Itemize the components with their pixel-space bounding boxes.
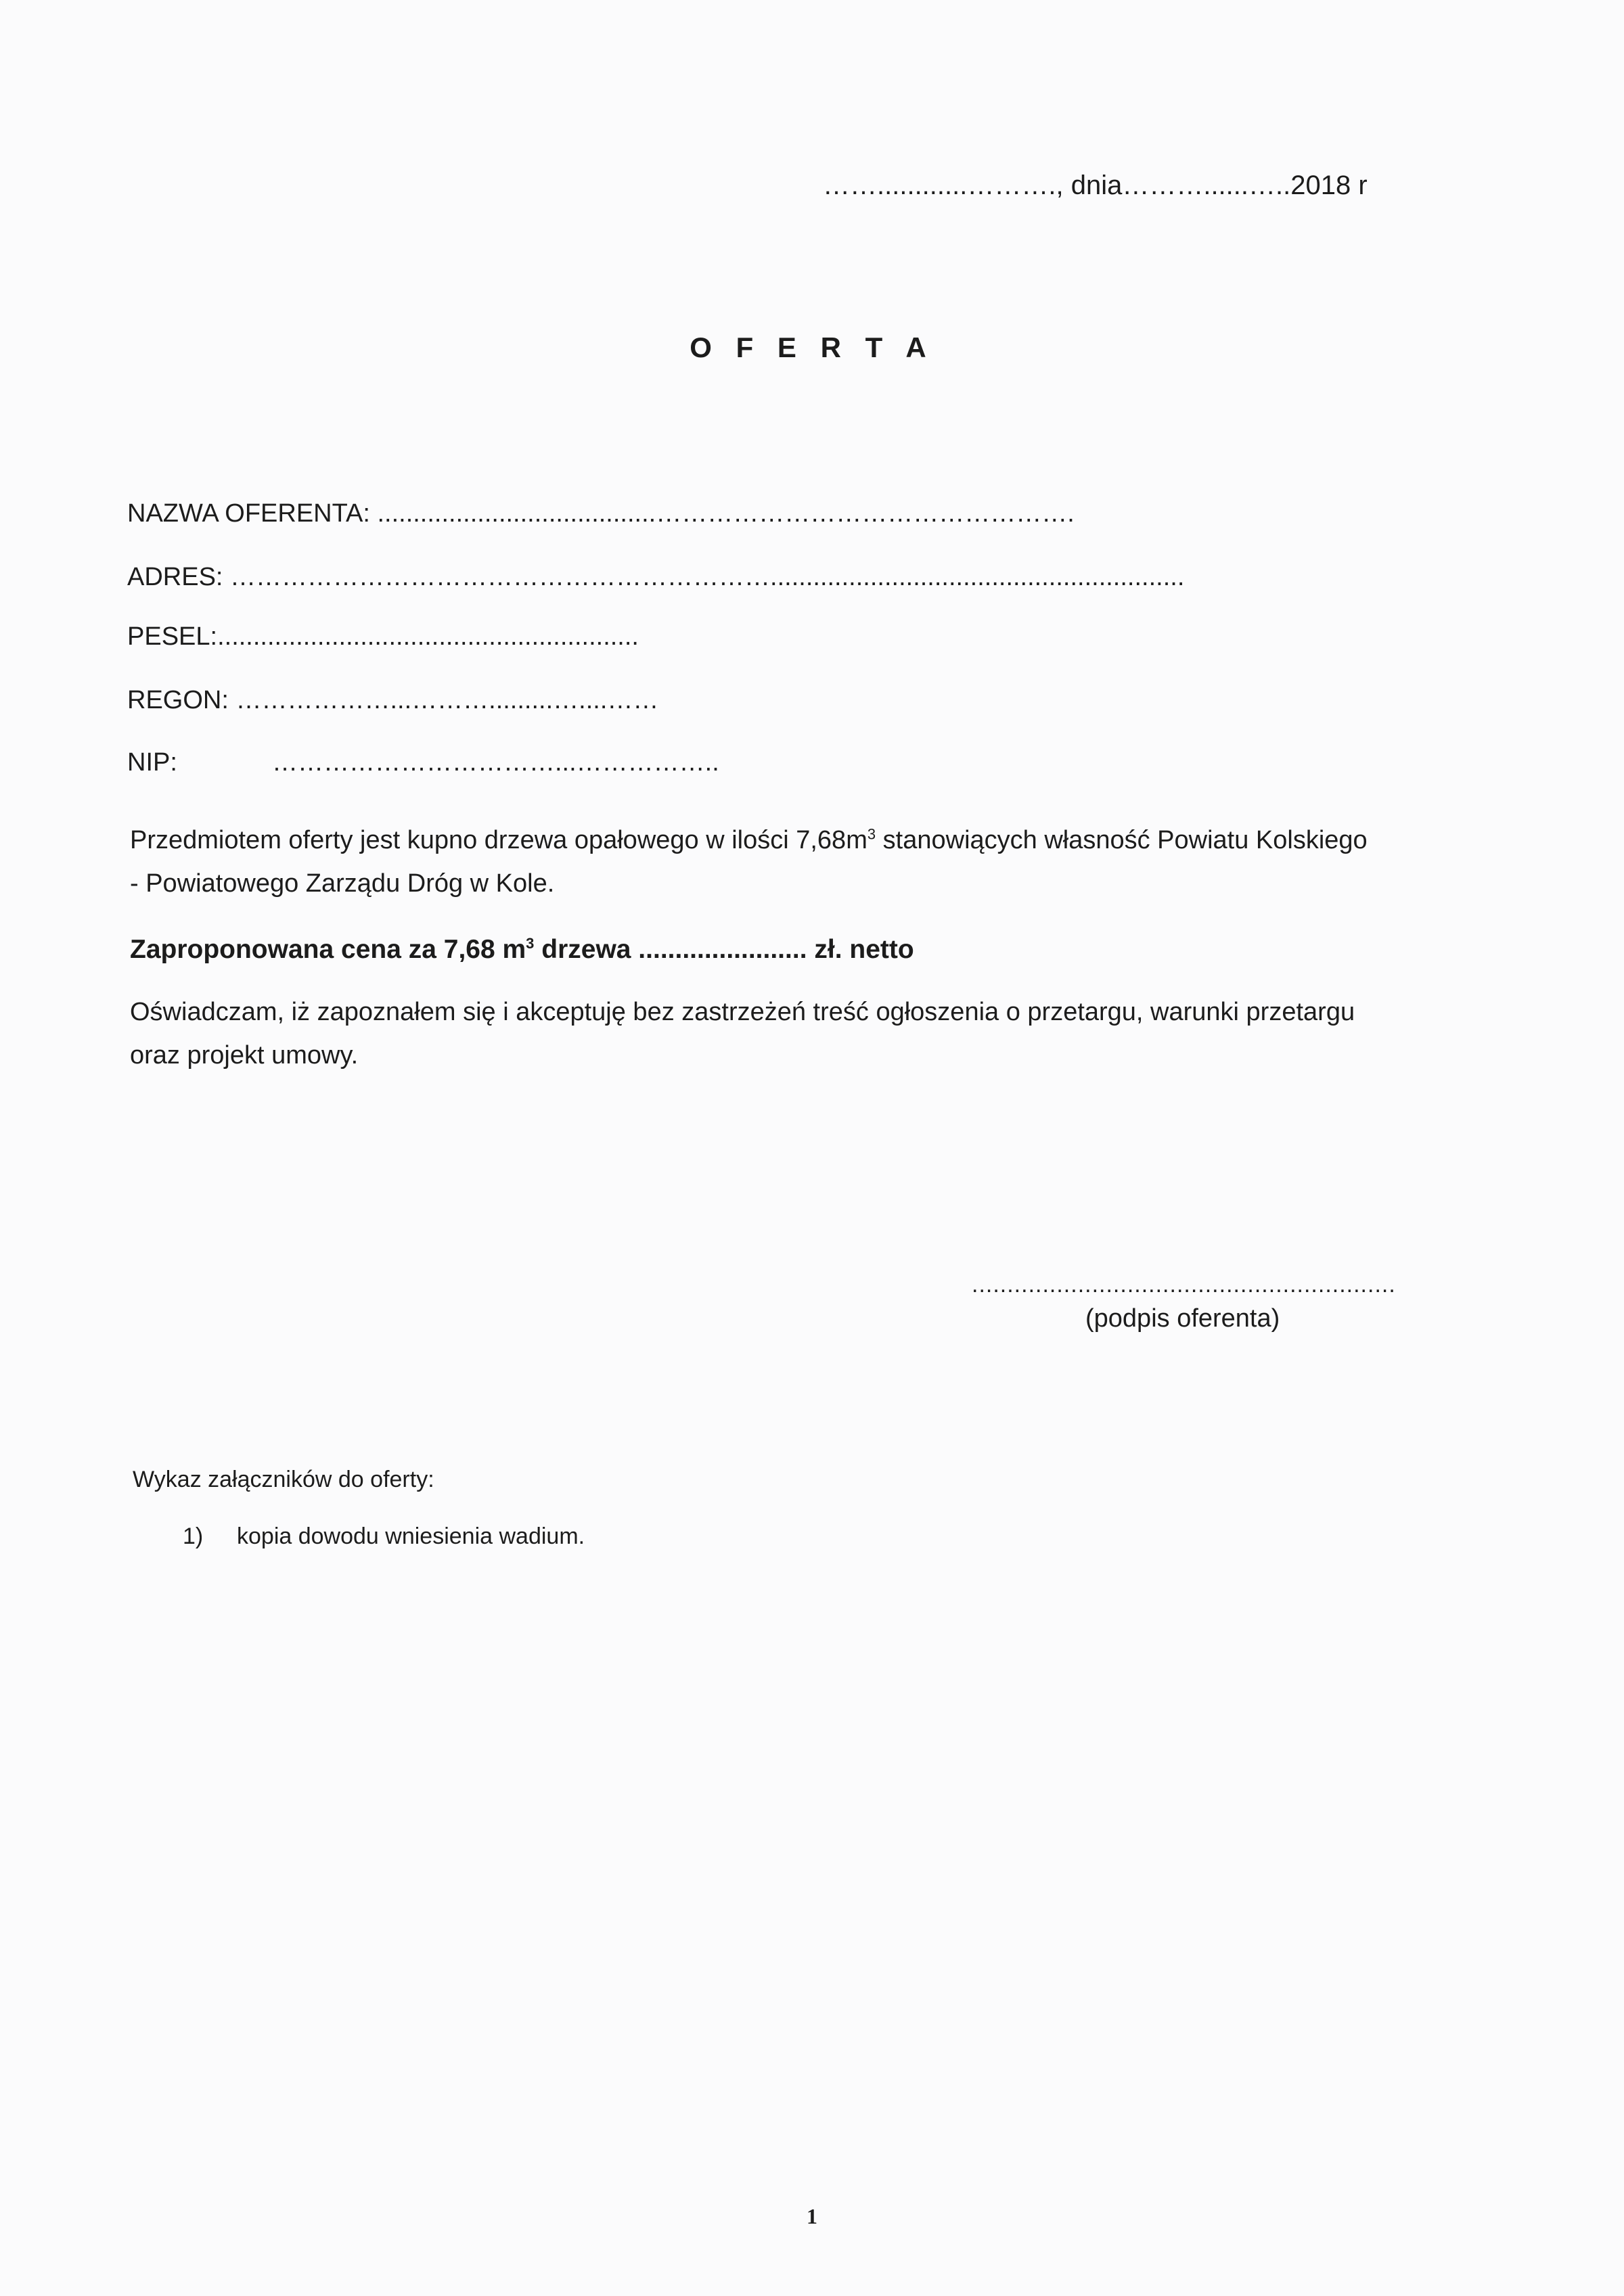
- declaration-line-1: Oświadczam, iż zapoznałem się i akceptuję bez zastrzeżeń treść ogłoszenia o przetargu, warunki przetargu: [130, 998, 1355, 1026]
- field-nip: [127, 748, 719, 777]
- proposed-price-line: Zaproponowana cena za 7,68 $m^3$ drzewa ....................... zł. netto: [130, 935, 914, 964]
- signature-caption: (podpis oferenta): [1085, 1304, 1280, 1333]
- field-label: ADRES:: [127, 563, 223, 591]
- document-title: O F E R T A: [690, 331, 934, 363]
- field-label: NAZWA OFERENTA:: [127, 499, 370, 528]
- field-regon: [127, 686, 658, 715]
- field-blank: .......................................………………………………………….: [369, 499, 1075, 528]
- field-blank: ...........................................................: [217, 622, 639, 651]
- field-address: [127, 563, 1184, 592]
- page-number: 1: [807, 2204, 817, 2228]
- field-company-name: [127, 499, 1075, 528]
- declaration-paragraph: [130, 990, 1355, 1077]
- field-label: NIP:: [127, 748, 177, 777]
- field-pesel: [127, 622, 639, 651]
- attachments-heading: Wykaz załączników do oferty:: [133, 1467, 434, 1492]
- signature-line: ............................................................: [972, 1272, 1396, 1298]
- subject-line-1: Przedmiotem oferty jest kupno drzewa opałowego w ilości $7,68m^3$ stanowiących własność Powiatu Kolskiego: [130, 825, 1368, 854]
- field-blank: ………………...……….........…....……: [228, 686, 659, 714]
- attachment-number: 1): [183, 1523, 204, 1549]
- field-label: PESEL:: [127, 622, 218, 651]
- attachment-list-item: [183, 1523, 585, 1550]
- declaration-line-2: oraz projekt umowy.: [130, 1041, 359, 1070]
- place-date-line: ……............………., dnia………......…..2018 r: [823, 170, 1368, 200]
- field-label: REGON:: [127, 686, 229, 714]
- attachment-text: kopia dowodu wniesienia wadium.: [237, 1523, 585, 1549]
- offer-subject-paragraph: [130, 819, 1368, 905]
- field-blank: ……………………………...……………..: [272, 748, 719, 777]
- subject-line-2: - Powiatowego Zarządu Dróg w Kole.: [130, 869, 555, 898]
- field-blank: ………………………………………………………..........................................................: [223, 563, 1185, 591]
